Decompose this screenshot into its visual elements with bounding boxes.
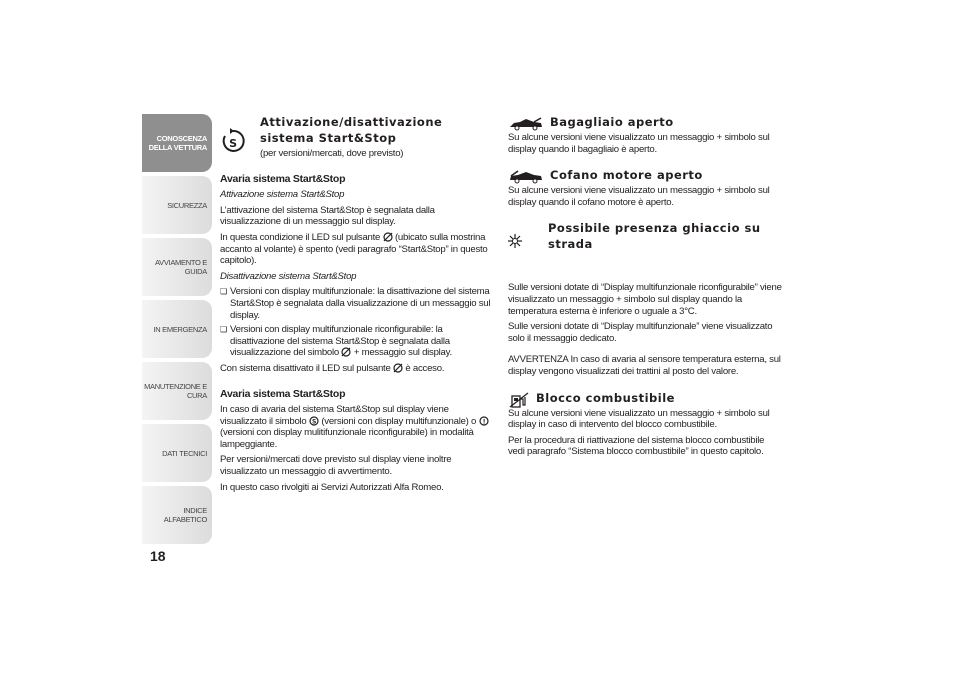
section-title: Attivazione/disattivazione <box>260 115 443 129</box>
paragraph: L’attivazione del sistema Start&Stop è segnalata dalla visualizzazione di un messaggio sul display. <box>220 204 435 228</box>
start-stop-icon <box>220 126 246 156</box>
section-title: strada <box>548 237 593 252</box>
paragraph: Sulle versioni dotate di “Display multifunzionale riconfigurabile” viene visualizzato un messaggio + simbolo sul display quando la temperatura esterna è inferiore o uguale a 3°C. <box>508 282 782 317</box>
text: Versioni con display multifunzionale riconfigurabile: la disattivazione del sistema Start&Stop è segnalata dalla visualizzazione del simbolo <box>230 324 450 359</box>
paragraph: Per versioni/mercati dove previsto sul display viene inoltre visualizzato un messaggio di avvertimento. <box>220 454 452 478</box>
tab-label: GUIDA <box>184 267 207 276</box>
italic-heading: Disattivazione sistema Start&Stop <box>220 270 357 282</box>
section-header-bagagliaio <box>508 116 783 132</box>
subheading: Avaria sistema Start&Stop <box>220 387 346 400</box>
italic-heading: Attivazione sistema Start&Stop <box>220 189 345 201</box>
fuel-cutoff-icon <box>508 392 530 408</box>
left-column <box>220 116 495 497</box>
section-title: Possibile presenza ghiaccio su <box>548 221 761 236</box>
text: (versioni con display multifunzionale) o <box>321 415 477 427</box>
text: In questa condizione il LED sul pulsante <box>220 231 381 243</box>
svg-text:!: ! <box>482 418 485 426</box>
svg-text:S: S <box>311 418 316 426</box>
section-header-ghiaccio <box>508 222 783 254</box>
text: (ubicato sulla mostrina accanto al volante) è spento (vedi paragrafo “Start&Stop” in questo capitolo). <box>220 231 488 267</box>
tab-label: SICUREZZA <box>167 200 207 210</box>
text: (versioni con display mulitifunzionale riconfigurabile) in modalità lampeggiante. <box>220 427 474 450</box>
chapter-sidebar <box>142 114 212 548</box>
section-header-blocco <box>508 392 783 408</box>
tab-conoscenza-della-vettura[interactable] <box>142 114 212 172</box>
text: Con sistema disattivato il LED sul pulsante <box>220 362 391 374</box>
tab-indice-alfabetico[interactable] <box>142 486 212 544</box>
start-stop-off-icon <box>341 347 351 357</box>
ice-warning-icon <box>508 234 522 248</box>
list-item <box>220 324 495 359</box>
start-stop-off-icon <box>393 363 403 373</box>
paragraph: In questo caso rivolgiti ai Servizi Autorizzati Alfa Romeo. <box>220 481 444 493</box>
section-header-cofano <box>508 169 783 185</box>
start-stop-icon <box>309 416 319 426</box>
paragraph: Su alcune versioni viene visualizzato un messaggio + simbolo sul display in caso di intervento del blocco combustibile. <box>508 407 770 431</box>
tab-dati-tecnici[interactable] <box>142 424 212 482</box>
paragraph: Sulle versioni dotate di “Display multifunzionale” viene visualizzato solo il messaggio dedicato. <box>508 321 773 344</box>
text: + messaggio sul display. <box>353 347 452 359</box>
bullet-list <box>220 286 495 359</box>
subheading: Avaria sistema Start&Stop <box>220 172 346 185</box>
paragraph <box>220 404 495 450</box>
start-stop-failure-icon <box>479 416 489 426</box>
paragraph: Per la procedura di riattivazione del sistema blocco combustibile vedi paragrafo “Sistema blocco combustibile” in questo capitolo. <box>508 434 765 458</box>
text: è acceso. <box>405 362 445 374</box>
list-item: ❏ Versioni con display multifunzionale: la disattivazione del sistema Start&Stop è segnalata dalla visualizzazione di un messaggio sul display. <box>220 286 495 321</box>
tab-manutenzione-e-cura[interactable] <box>142 362 212 420</box>
section-title: Bagagliaio aperto <box>550 115 674 129</box>
tab-label: CONOSCENZA <box>156 134 207 143</box>
tab-label: MANUTENZIONE E <box>144 382 207 391</box>
warning-paragraph: AVVERTENZA In caso di avaria al sensore temperatura esterna, sul display vengono visualizzati dei trattini al posto del valore. <box>508 354 781 377</box>
tab-sicurezza[interactable] <box>142 176 212 234</box>
section-title: Cofano motore aperto <box>550 168 703 183</box>
paragraph <box>220 232 495 267</box>
tab-label: IN EMERGENZA <box>153 324 207 334</box>
tab-in-emergenza[interactable] <box>142 300 212 358</box>
paragraph: Su alcune versioni viene visualizzato un messaggio + simbolo sul display quando il bagagliaio è aperto. <box>508 132 770 155</box>
text: In caso di avaria del sistema Start&Stop sul display viene visualizzato il simbolo <box>220 404 449 427</box>
tab-label: AVVIAMENTO E <box>155 258 207 267</box>
section-title: Blocco combustibile <box>536 390 675 405</box>
tab-avviamento-e-guida[interactable] <box>142 238 212 296</box>
start-stop-off-icon <box>383 232 393 242</box>
car-trunk-open-icon <box>508 117 544 131</box>
paragraph <box>220 363 495 375</box>
tab-label: DATI TECNICI <box>162 448 207 458</box>
right-column <box>508 116 783 462</box>
paragraph: Su alcune versioni viene visualizzato un messaggio + simbolo sul display quando il cofano motore è aperto. <box>508 185 770 208</box>
section-header-start-stop <box>220 116 495 160</box>
tab-label: CURA <box>186 391 207 400</box>
tab-label: DELLA VETTURA <box>148 143 207 152</box>
tab-label: INDICE ALFABETICO <box>163 506 207 524</box>
svg-text:S: S <box>229 137 237 150</box>
car-hood-open-icon <box>508 170 544 184</box>
section-title: sistema Start&Stop <box>260 131 397 145</box>
section-subtitle: (per versioni/mercati, dove previsto) <box>260 148 404 159</box>
page-number: 18 <box>150 548 166 564</box>
